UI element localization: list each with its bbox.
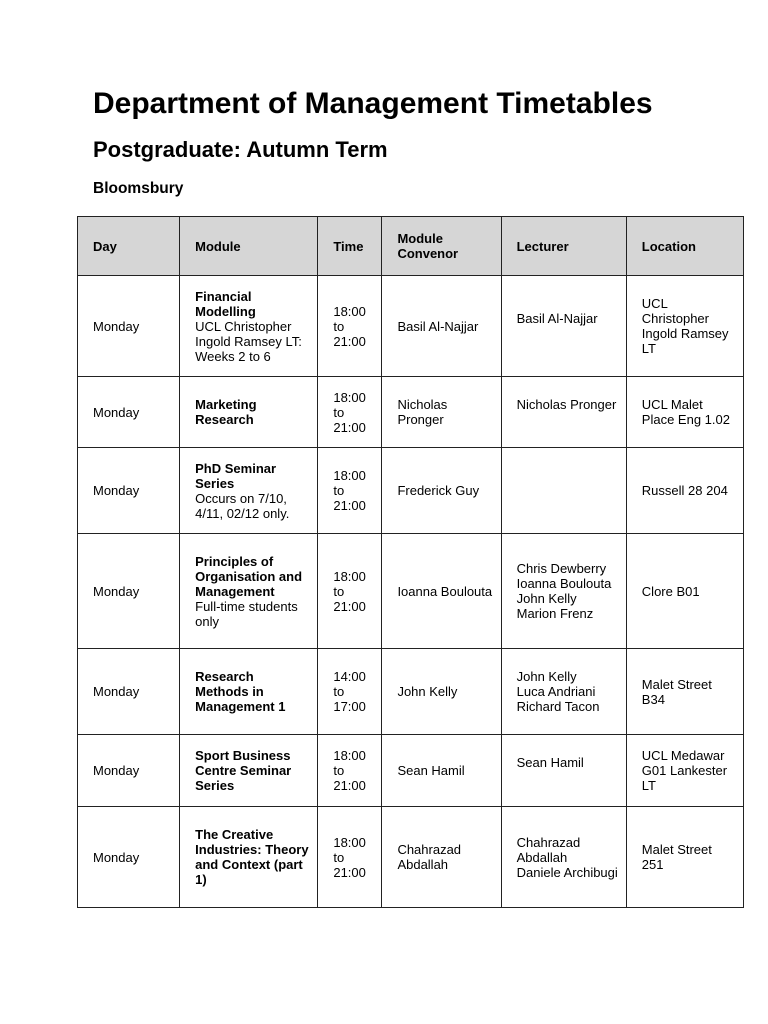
- module-cell: [180, 649, 318, 735]
- lecturer-name: Chris Dewberry: [516, 561, 607, 576]
- lecturer-name: Basil Al-Najjar: [516, 310, 598, 326]
- module-name: PhD Seminar Series: [195, 460, 277, 491]
- module-note: UCL Christopher Ingold Ramsey LT: Weeks 2 to 6: [195, 318, 302, 364]
- page-subtitle: Postgraduate: Autumn Term: [93, 137, 388, 162]
- lecturer-name: Chahrazad Abdallah: [516, 834, 581, 865]
- module-name: Sport Business Centre Seminar Series: [195, 748, 292, 793]
- column-header-location: Location: [626, 217, 743, 276]
- module-name: Marketing Research: [195, 397, 257, 427]
- day-cell: Monday: [78, 276, 180, 377]
- lecturer-name: Daniele Archibugi: [516, 864, 618, 880]
- module-cell: [180, 735, 318, 807]
- convenor-cell: Nicholas Pronger: [382, 377, 501, 448]
- location-cell: UCL Medawar G01 Lankester LT: [626, 735, 743, 807]
- lecturer-cell: [501, 735, 626, 807]
- column-header-convenor: Module Convenor: [382, 217, 501, 276]
- module-name: Principles of Organisation and Management: [195, 553, 303, 599]
- time-cell: 18:00 to 21:00: [318, 377, 382, 448]
- lecturer-name: Richard Tacon: [516, 699, 600, 714]
- module-name: Financial Modelling: [195, 288, 256, 319]
- time-cell: 18:00 to 21:00: [318, 448, 382, 534]
- day-cell: Monday: [78, 649, 180, 735]
- lecturer-cell: [501, 377, 626, 448]
- convenor-cell: Ioanna Boulouta: [382, 534, 501, 649]
- location-cell: Malet Street 251: [626, 807, 743, 908]
- day-cell: Monday: [78, 807, 180, 908]
- module-cell: [180, 448, 318, 534]
- table-header-row: [78, 217, 744, 276]
- module-name: Research Methods in Management 1: [195, 669, 286, 714]
- column-header-module: Module: [180, 217, 318, 276]
- lecturer-name: Luca Andriani: [516, 684, 596, 699]
- module-cell: [180, 807, 318, 908]
- lecturer-name: John Kelly: [516, 591, 577, 606]
- table-row: [78, 448, 744, 534]
- table-row: [78, 807, 744, 908]
- table-row: [78, 735, 744, 807]
- time-cell: 18:00 to 21:00: [318, 534, 382, 649]
- location-cell: UCL Malet Place Eng 1.02: [626, 377, 743, 448]
- convenor-cell: John Kelly: [382, 649, 501, 735]
- lecturer-name: Marion Frenz: [516, 606, 594, 621]
- table-row: [78, 276, 744, 377]
- convenor-cell: Frederick Guy: [382, 448, 501, 534]
- time-cell: 14:00 to 17:00: [318, 649, 382, 735]
- column-header-lecturer: Lecturer: [501, 217, 626, 276]
- campus-heading: Bloomsbury: [93, 180, 184, 197]
- location-cell: Clore B01: [626, 534, 743, 649]
- time-cell: 18:00 to 21:00: [318, 735, 382, 807]
- time-cell: 18:00 to 21:00: [318, 276, 382, 377]
- time-cell: 18:00 to 21:00: [318, 807, 382, 908]
- module-cell: [180, 377, 318, 448]
- day-cell: Monday: [78, 448, 180, 534]
- convenor-cell: Basil Al-Najjar: [382, 276, 501, 377]
- module-name: The Creative Industries: Theory and Context (part 1): [195, 827, 309, 887]
- day-cell: Monday: [78, 377, 180, 448]
- location-cell: UCL Christopher Ingold Ramsey LT: [626, 276, 743, 377]
- module-note: Occurs on 7/10, 4/11, 02/12 only.: [195, 490, 290, 521]
- lecturer-name: Sean Hamil: [516, 755, 584, 770]
- day-cell: Monday: [78, 735, 180, 807]
- lecturer-name: John Kelly: [516, 669, 577, 684]
- lecturer-cell: [501, 534, 626, 649]
- table-row: [78, 534, 744, 649]
- table-row: [78, 649, 744, 735]
- day-cell: Monday: [78, 534, 180, 649]
- convenor-cell: Chahrazad Abdallah: [382, 807, 501, 908]
- lecturer-cell: [501, 807, 626, 908]
- convenor-cell: Sean Hamil: [382, 735, 501, 807]
- module-note: Full-time students only: [195, 598, 298, 629]
- column-header-time: Time: [318, 217, 382, 276]
- module-cell: [180, 276, 318, 377]
- lecturer-cell: [501, 448, 626, 534]
- lecturer-name: Ioanna Boulouta: [516, 576, 612, 591]
- location-cell: Russell 28 204: [626, 448, 743, 534]
- module-cell: [180, 534, 318, 649]
- lecturer-cell: [501, 276, 626, 377]
- timetable: [77, 216, 744, 908]
- lecturer-name: Nicholas Pronger: [516, 396, 617, 412]
- page-title: Department of Management Timetables: [93, 87, 653, 120]
- column-header-day: Day: [78, 217, 180, 276]
- location-cell: Malet Street B34: [626, 649, 743, 735]
- lecturer-cell: [501, 649, 626, 735]
- table-row: [78, 377, 744, 448]
